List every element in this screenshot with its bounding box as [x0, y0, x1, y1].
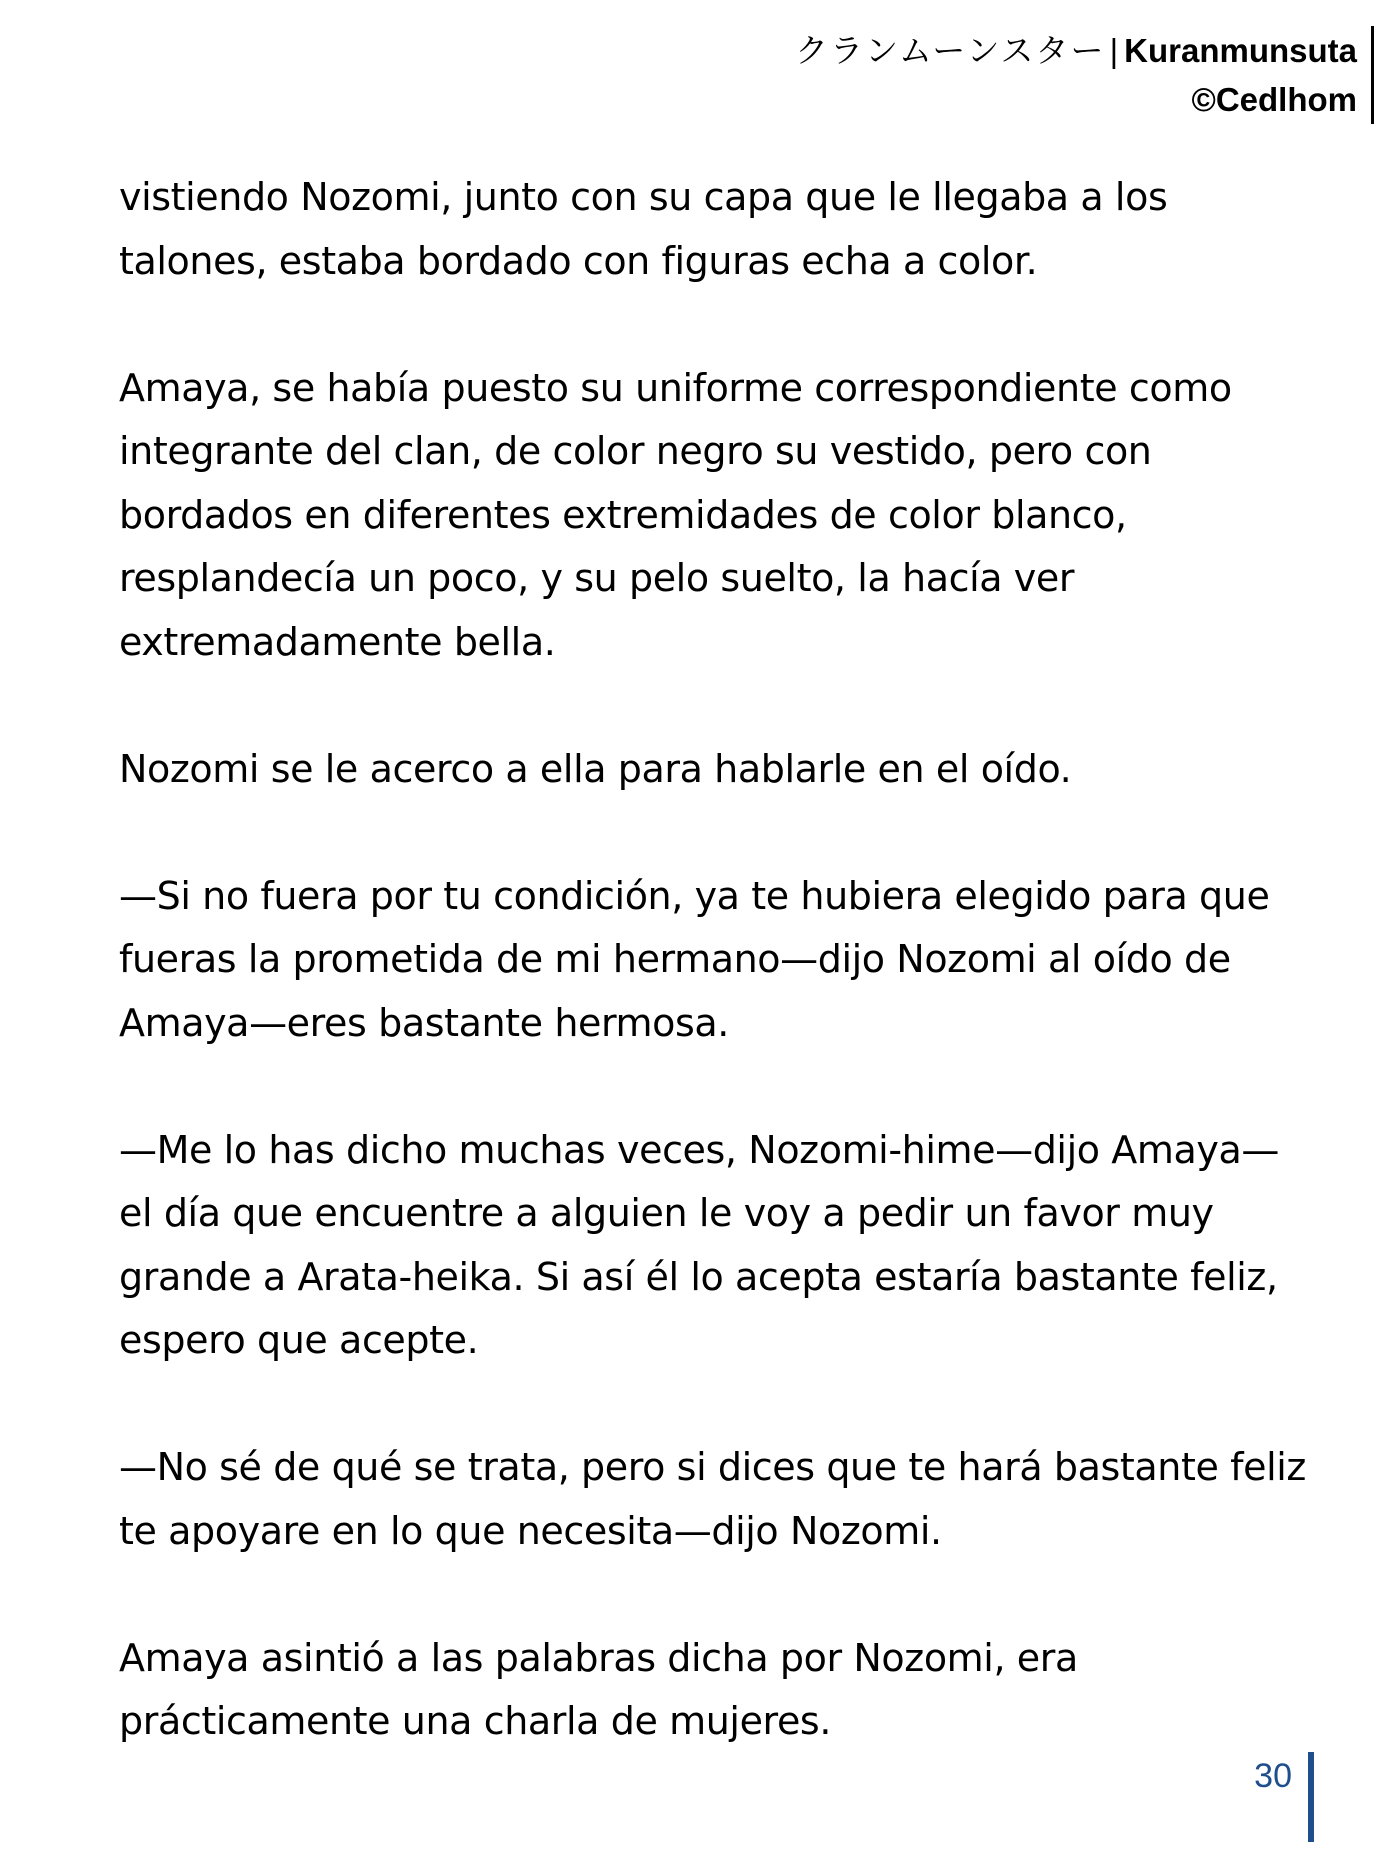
paragraph: —No sé de qué se trata, pero si dices que te hará bastante feliz te apoyare en lo que necesita—dijo Nozomi.	[119, 1445, 1306, 1553]
copyright-line: ©Cedlhom	[1191, 81, 1357, 118]
paragraph: vistiendo Nozomi, junto con su capa que le llegaba a los talones, estaba bordado con figuras echa a color.	[119, 175, 1168, 283]
page-header	[795, 26, 1374, 124]
page-number: 30	[1254, 1752, 1314, 1842]
title-separator: |	[1109, 32, 1119, 69]
series-title-romaji: Kuranmunsuta	[1124, 32, 1357, 69]
paragraph: Amaya, se había puesto su uniforme correspondiente como integrante del clan, de color negro su vestido, pero con bordados en diferentes extremidades de color blanco, resplandecía un poco, y su pelo suelto, la hacía ver extremadamente bella.	[119, 365, 1232, 664]
paragraph: —Me lo has dicho muchas veces, Nozomi-hime—dijo Amaya—el día que encuentre a alguien le voy a pedir un favor muy grande a Arata-heika. Si así él lo acepta estaría bastante feliz, espero que acepte.	[119, 1127, 1279, 1362]
paragraph: —Si no fuera por tu condición, ya te hubiera elegido para que fueras la prometida de mi hermano—dijo Nozomi al oído de Amaya—eres bastante hermosa.	[119, 873, 1270, 1045]
series-title-japanese: クランムーンスター	[795, 32, 1106, 69]
series-title-line	[795, 26, 1357, 75]
paragraph: Nozomi se le acerco a ella para hablarle en el oído.	[119, 746, 1072, 791]
page-body	[119, 166, 1309, 1754]
paragraph: Amaya asintió a las palabras dicha por Nozomi, era prácticamente una charla de mujeres.	[119, 1635, 1078, 1743]
